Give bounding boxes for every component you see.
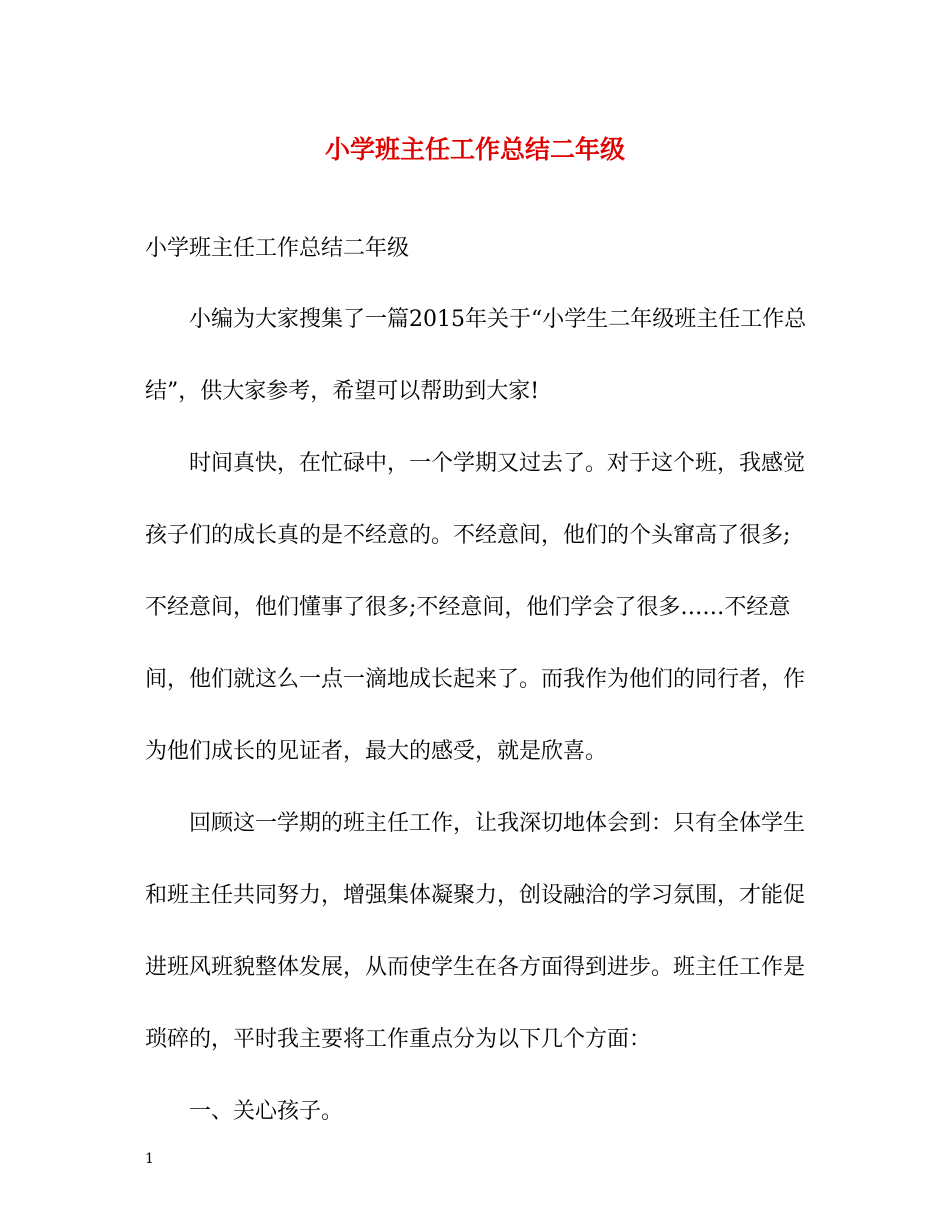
- paragraph-line: 小编为大家搜集了一篇2015年关于“小学生二年级班主任工作总: [189, 307, 807, 332]
- subtitle-line: 小学班主任工作总结二年级: [145, 236, 410, 261]
- document-subtitle: [145, 213, 815, 285]
- page-number: 1: [145, 1151, 154, 1167]
- paragraph-time: [145, 428, 815, 788]
- paragraph-line: 结”，供大家参考，希望可以帮助到大家!: [145, 379, 540, 404]
- paragraph-line: 进班风班貌整体发展，从而使学生在各方面得到进步。班主任工作是: [145, 955, 806, 980]
- paragraph-review: [145, 788, 815, 1076]
- paragraph-line: 琐碎的，平时我主要将工作重点分为以下几个方面：: [145, 1027, 652, 1052]
- paragraph-line: 时间真快，在忙碌中，一个学期又过去了。对于这个班，我感觉: [189, 451, 806, 476]
- paragraph-line: 孩子们的成长真的是不经意的。不经意间，他们的个头窜高了很多;: [145, 523, 791, 548]
- paragraph-intro: [145, 284, 815, 428]
- paragraph-line: 间，他们就这么一点一滴地成长起来了。而我作为他们的同行者，作: [145, 667, 806, 692]
- paragraph-line: 回顾这一学期的班主任工作，让我深切地体会到：只有全体学生: [189, 811, 806, 836]
- section-heading: [145, 1076, 815, 1148]
- document-title: 小学班主任工作总结二年级: [324, 135, 625, 164]
- paragraph-line: 为他们成长的见证者，最大的感受，就是欣喜。: [145, 739, 608, 764]
- section-heading-line: 一、关心孩子。: [189, 1099, 344, 1124]
- paragraph-line: 不经意间，他们懂事了很多;不经意间，他们学会了很多……不经意: [145, 595, 791, 620]
- paragraph-line: 和班主任共同努力，增强集体凝聚力，创设融洽的学习氛围，才能促: [145, 883, 806, 908]
